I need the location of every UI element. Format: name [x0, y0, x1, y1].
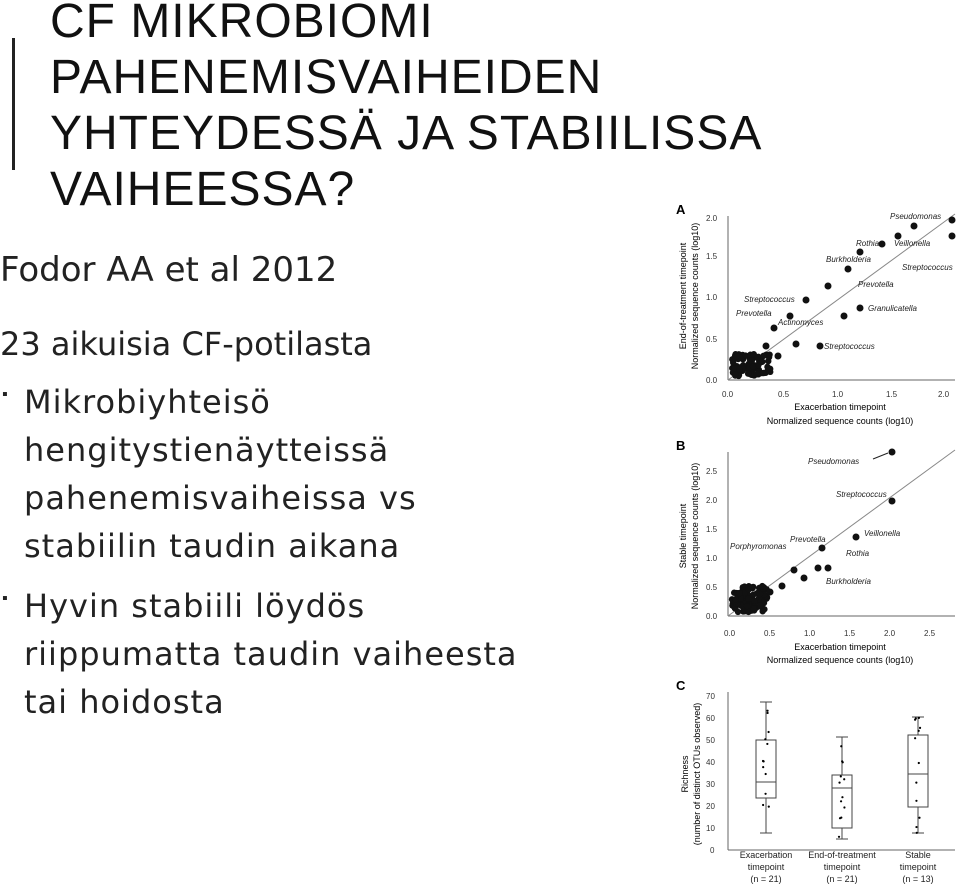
- title-line: CF MIKROBIOMI: [50, 0, 434, 48]
- citation: Fodor AA et al 2012: [0, 250, 338, 290]
- y-tick: 20: [706, 802, 715, 811]
- y-axis-label: Normalized sequence counts (log10): [690, 462, 700, 610]
- y-axis-label: Richness: [680, 755, 690, 793]
- group-count: (n = 21): [750, 874, 782, 884]
- x-axis-label: Normalized sequence counts (log10): [766, 416, 914, 426]
- scatter-point: [889, 498, 896, 505]
- group-label: timepoint: [823, 862, 861, 872]
- group-label: End-of-treatment: [808, 850, 876, 860]
- x-tick: 1.0: [832, 390, 844, 399]
- panel-a: [676, 202, 956, 426]
- taxon-label: Burkholderia: [826, 255, 871, 264]
- scatter-point: [916, 832, 918, 834]
- y-tick: 50: [706, 736, 715, 745]
- taxon-label: Streptococcus: [836, 490, 887, 499]
- scatter-point: [745, 586, 751, 592]
- scatter-point: [949, 233, 956, 240]
- taxon-label: Pseudomonas: [808, 457, 860, 466]
- taxon-label: Streptococcus: [824, 342, 875, 351]
- x-tick: 1.5: [886, 390, 898, 399]
- y-axis-label: Normalized sequence counts (log10): [690, 222, 700, 370]
- bullet-line: hengitystienäytteissä: [24, 431, 390, 469]
- scatter-point: [762, 760, 764, 762]
- bullet-line: pahenemisvaiheissa vs: [24, 479, 417, 517]
- research-figure: [670, 196, 960, 888]
- scatter-point: [840, 775, 842, 777]
- y-axis-label: End-of-treatment timepoint: [678, 242, 688, 350]
- scatter-point: [760, 370, 766, 376]
- bullet-line: riippumatta taudin vaiheesta: [24, 635, 518, 673]
- scatter-point: [749, 357, 755, 363]
- y-tick: 2.0: [706, 496, 718, 505]
- bullet-line: stabiilin taudin aikana: [24, 527, 401, 565]
- scatter-point: [779, 583, 786, 590]
- scatter-point: [914, 719, 916, 721]
- y-tick: 1.0: [706, 293, 718, 302]
- scatter-point: [768, 806, 770, 808]
- x-tick: 0.0: [724, 629, 736, 638]
- scatter-point: [764, 364, 770, 370]
- scatter-point: [845, 266, 852, 273]
- y-tick: 0.0: [706, 376, 718, 385]
- taxon-label: Prevotella: [790, 535, 826, 544]
- scatter-point: [764, 738, 766, 740]
- scatter-point: [915, 782, 917, 784]
- x-axis-label: Exacerbation timepoint: [794, 402, 886, 412]
- slide-title: [50, 0, 950, 218]
- taxon-label: Veillonella: [864, 529, 901, 538]
- scatter-point: [745, 595, 751, 601]
- x-tick: 1.0: [804, 629, 816, 638]
- scatter-point: [733, 596, 739, 602]
- scatter-point: [919, 727, 921, 729]
- y-tick: 1.0: [706, 554, 718, 563]
- scatter-point: [803, 297, 810, 304]
- taxon-label: Pseudomonas: [890, 212, 942, 221]
- scatter-point: [853, 534, 860, 541]
- scatter-point: [759, 583, 765, 589]
- box-plot-part: [908, 735, 928, 807]
- scatter-point: [751, 598, 757, 604]
- scatter-point: [949, 217, 956, 224]
- y-tick: 0.5: [706, 335, 718, 344]
- x-tick: 0.5: [778, 390, 790, 399]
- scatter-point: [762, 766, 764, 768]
- x-tick: 2.0: [884, 629, 896, 638]
- bullet-square-icon: ▪: [2, 590, 8, 607]
- x-tick: 2.0: [938, 390, 950, 399]
- scatter-point: [843, 806, 845, 808]
- scatter-point: [754, 371, 760, 377]
- bullet-item: [0, 378, 560, 570]
- y-tick: 60: [706, 714, 715, 723]
- scatter-point: [841, 796, 843, 798]
- scatter-point: [763, 343, 770, 350]
- taxon-label: Actinomyces: [778, 318, 824, 327]
- scatter-point: [825, 283, 832, 290]
- taxon-label: Rothia: [846, 549, 870, 558]
- scatter-point: [745, 370, 751, 376]
- scatter-point: [736, 590, 742, 596]
- scatter-point: [732, 371, 738, 377]
- panel-c: [676, 678, 955, 884]
- y-tick: 0: [710, 846, 715, 855]
- scatter-point: [915, 826, 917, 828]
- scatter-point: [766, 712, 768, 714]
- taxon-label: Prevotella: [858, 280, 894, 289]
- scatter-point: [879, 241, 886, 248]
- scatter-point: [754, 355, 760, 361]
- y-axis-label: Stable timepoint: [678, 503, 688, 569]
- x-axis-label: Normalized sequence counts (log10): [766, 655, 914, 665]
- y-tick: 0.0: [706, 612, 718, 621]
- scatter-point: [765, 358, 771, 364]
- scatter-point: [918, 762, 920, 764]
- y-tick: 70: [706, 692, 715, 701]
- bullet-line: Hyvin stabiili löydös: [24, 587, 366, 625]
- scatter-point: [911, 223, 918, 230]
- scatter-point: [843, 778, 845, 780]
- scatter-point: [819, 545, 826, 552]
- taxon-label: Burkholderia: [826, 577, 871, 586]
- title-line: YHTEYDESSÄ JA STABIILISSA: [50, 107, 763, 160]
- y-tick: 0.5: [706, 583, 718, 592]
- scatter-point: [744, 603, 750, 609]
- y-tick: 40: [706, 758, 715, 767]
- panel-letter: B: [676, 438, 686, 453]
- box-plots: [756, 702, 928, 839]
- scatter-point: [838, 782, 840, 784]
- scatter-point: [914, 737, 916, 739]
- box-plot-part: [756, 740, 776, 798]
- scatter-point: [915, 800, 917, 802]
- panel-letter: C: [676, 678, 686, 693]
- scatter-point: [842, 761, 844, 763]
- panel-b: [676, 438, 955, 665]
- x-tick: 0.0: [722, 390, 734, 399]
- panel-letter: A: [676, 202, 686, 217]
- scatter-point: [889, 449, 896, 456]
- group-label: timepoint: [899, 862, 937, 872]
- scatter-point: [839, 817, 841, 819]
- scatter-point: [841, 313, 848, 320]
- scatter-point: [775, 353, 782, 360]
- scatter-point: [759, 608, 765, 614]
- scatter-point: [764, 793, 766, 795]
- group-label: timepoint: [747, 862, 785, 872]
- taxon-label: Streptococcus: [744, 295, 795, 304]
- scatter-point: [825, 565, 832, 572]
- taxon-label: Rothia: [856, 239, 880, 248]
- x-tick: 1.5: [844, 629, 856, 638]
- bullet-square-icon: ▪: [2, 386, 8, 403]
- scatter-point: [793, 341, 800, 348]
- scatter-point: [840, 800, 842, 802]
- title-line: PAHENEMISVAIHEIDEN: [50, 51, 603, 104]
- y-axis-label: (number of distinct OTUs observed): [692, 702, 702, 846]
- scatter-point: [757, 591, 763, 597]
- scatter-point: [815, 565, 822, 572]
- group-count: (n = 21): [826, 874, 858, 884]
- y-tick: 1.5: [706, 252, 718, 261]
- title-accent-bar: [12, 38, 15, 170]
- bullet-line: Mikrobiyhteisö: [24, 383, 271, 421]
- scatter-point: [760, 353, 766, 359]
- figure-svg: [670, 196, 960, 888]
- scatter-point: [918, 730, 920, 732]
- x-tick: 2.5: [924, 629, 936, 638]
- scatter-point: [762, 804, 764, 806]
- bullet-line: tai hoidosta: [24, 683, 225, 721]
- x-tick: 0.5: [764, 629, 776, 638]
- title-line: VAIHEESSA?: [50, 163, 356, 216]
- annotation-arrow: [873, 453, 888, 459]
- taxon-label: Granulicatella: [868, 304, 917, 313]
- scatter-point: [767, 589, 774, 596]
- group-count: (n = 13): [902, 874, 934, 884]
- x-axis-label: Exacerbation timepoint: [794, 642, 886, 652]
- bullet-list: [0, 378, 560, 738]
- scatter-point: [736, 366, 742, 372]
- scatter-point: [730, 360, 736, 366]
- bullet-item: [0, 582, 560, 726]
- scatter-point: [767, 731, 769, 733]
- scatter-point: [817, 343, 824, 350]
- scatter-point: [801, 575, 808, 582]
- scatter-point: [771, 325, 778, 332]
- group-label: Exacerbation: [739, 850, 793, 860]
- taxon-label: Prevotella: [736, 309, 772, 318]
- y-tick: 1.5: [706, 525, 718, 534]
- scatter-point: [734, 353, 740, 359]
- y-tick: 2.5: [706, 467, 718, 476]
- scatter-point: [755, 362, 761, 368]
- scatter-point: [838, 836, 840, 838]
- y-tick: 10: [706, 824, 715, 833]
- scatter-point: [857, 305, 864, 312]
- scatter-point: [757, 602, 763, 608]
- scatter-point: [766, 710, 768, 712]
- taxon-label: Streptococcus: [902, 263, 953, 272]
- scatter-point: [765, 773, 767, 775]
- scatter-point: [918, 817, 920, 819]
- y-tick: 30: [706, 780, 715, 789]
- scatter-point: [766, 743, 768, 745]
- subtitle: 23 aikuisia CF-potilasta: [0, 325, 373, 363]
- y-tick: 2.0: [706, 214, 718, 223]
- taxon-label: Veillonella: [894, 239, 931, 248]
- scatter-point: [840, 745, 842, 747]
- taxon-label: Porphyromonas: [730, 542, 787, 551]
- group-label: Stable: [905, 850, 931, 860]
- scatter-point: [918, 717, 920, 719]
- scatter-point: [791, 567, 798, 574]
